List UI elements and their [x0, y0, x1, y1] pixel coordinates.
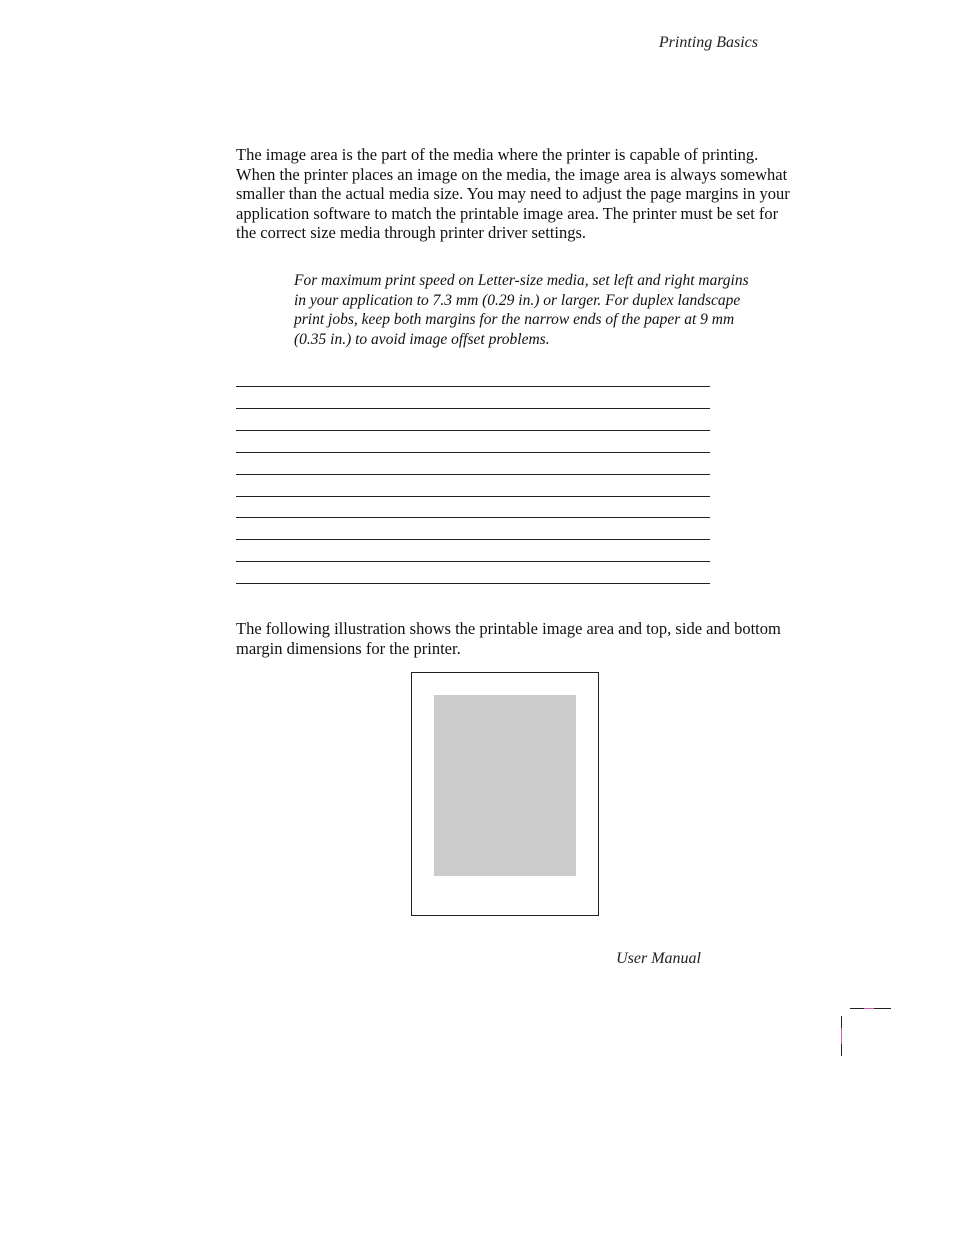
table-row-rule — [236, 408, 710, 409]
table-row-rule — [236, 561, 710, 562]
table-row-rule — [236, 539, 710, 540]
printable-image-area — [434, 695, 576, 876]
table-row-rule — [236, 430, 710, 431]
table-row-rule — [236, 474, 710, 475]
intro-paragraph: The image area is the part of the media where the printer is capable of printing. When the printer places an image on the media, the image area is always somewhat smaller than the actual media size. You may need to adjust the page margins in your application software to match the printable image area. The printer must be set for the correct size media through printer driver settings. — [236, 145, 790, 242]
table-row-rule — [236, 452, 710, 453]
table-row-rule — [236, 517, 710, 518]
running-footer: User Manual — [616, 950, 701, 967]
crop-mark-vertical-accent — [841, 1028, 842, 1044]
table-row-rule — [236, 583, 710, 584]
illustration-paragraph: The following illustration shows the printable image area and top, side and bottom margin dimensions for the printer. — [236, 619, 781, 658]
running-header: Printing Basics — [658, 34, 758, 51]
crop-mark-horizontal-accent — [864, 1008, 874, 1009]
table-row-rule — [236, 496, 710, 497]
note-paragraph: For maximum print speed on Letter-size media, set left and right margins in your application to 7.3 mm (0.29 in.) or larger. For duplex landscape print jobs, keep both margins for the narrow ends of the paper at 9 mm (0.35 in.) to avoid image offset problems. — [294, 272, 749, 349]
media-page-diagram — [411, 672, 599, 916]
table-row-rule — [236, 386, 710, 387]
